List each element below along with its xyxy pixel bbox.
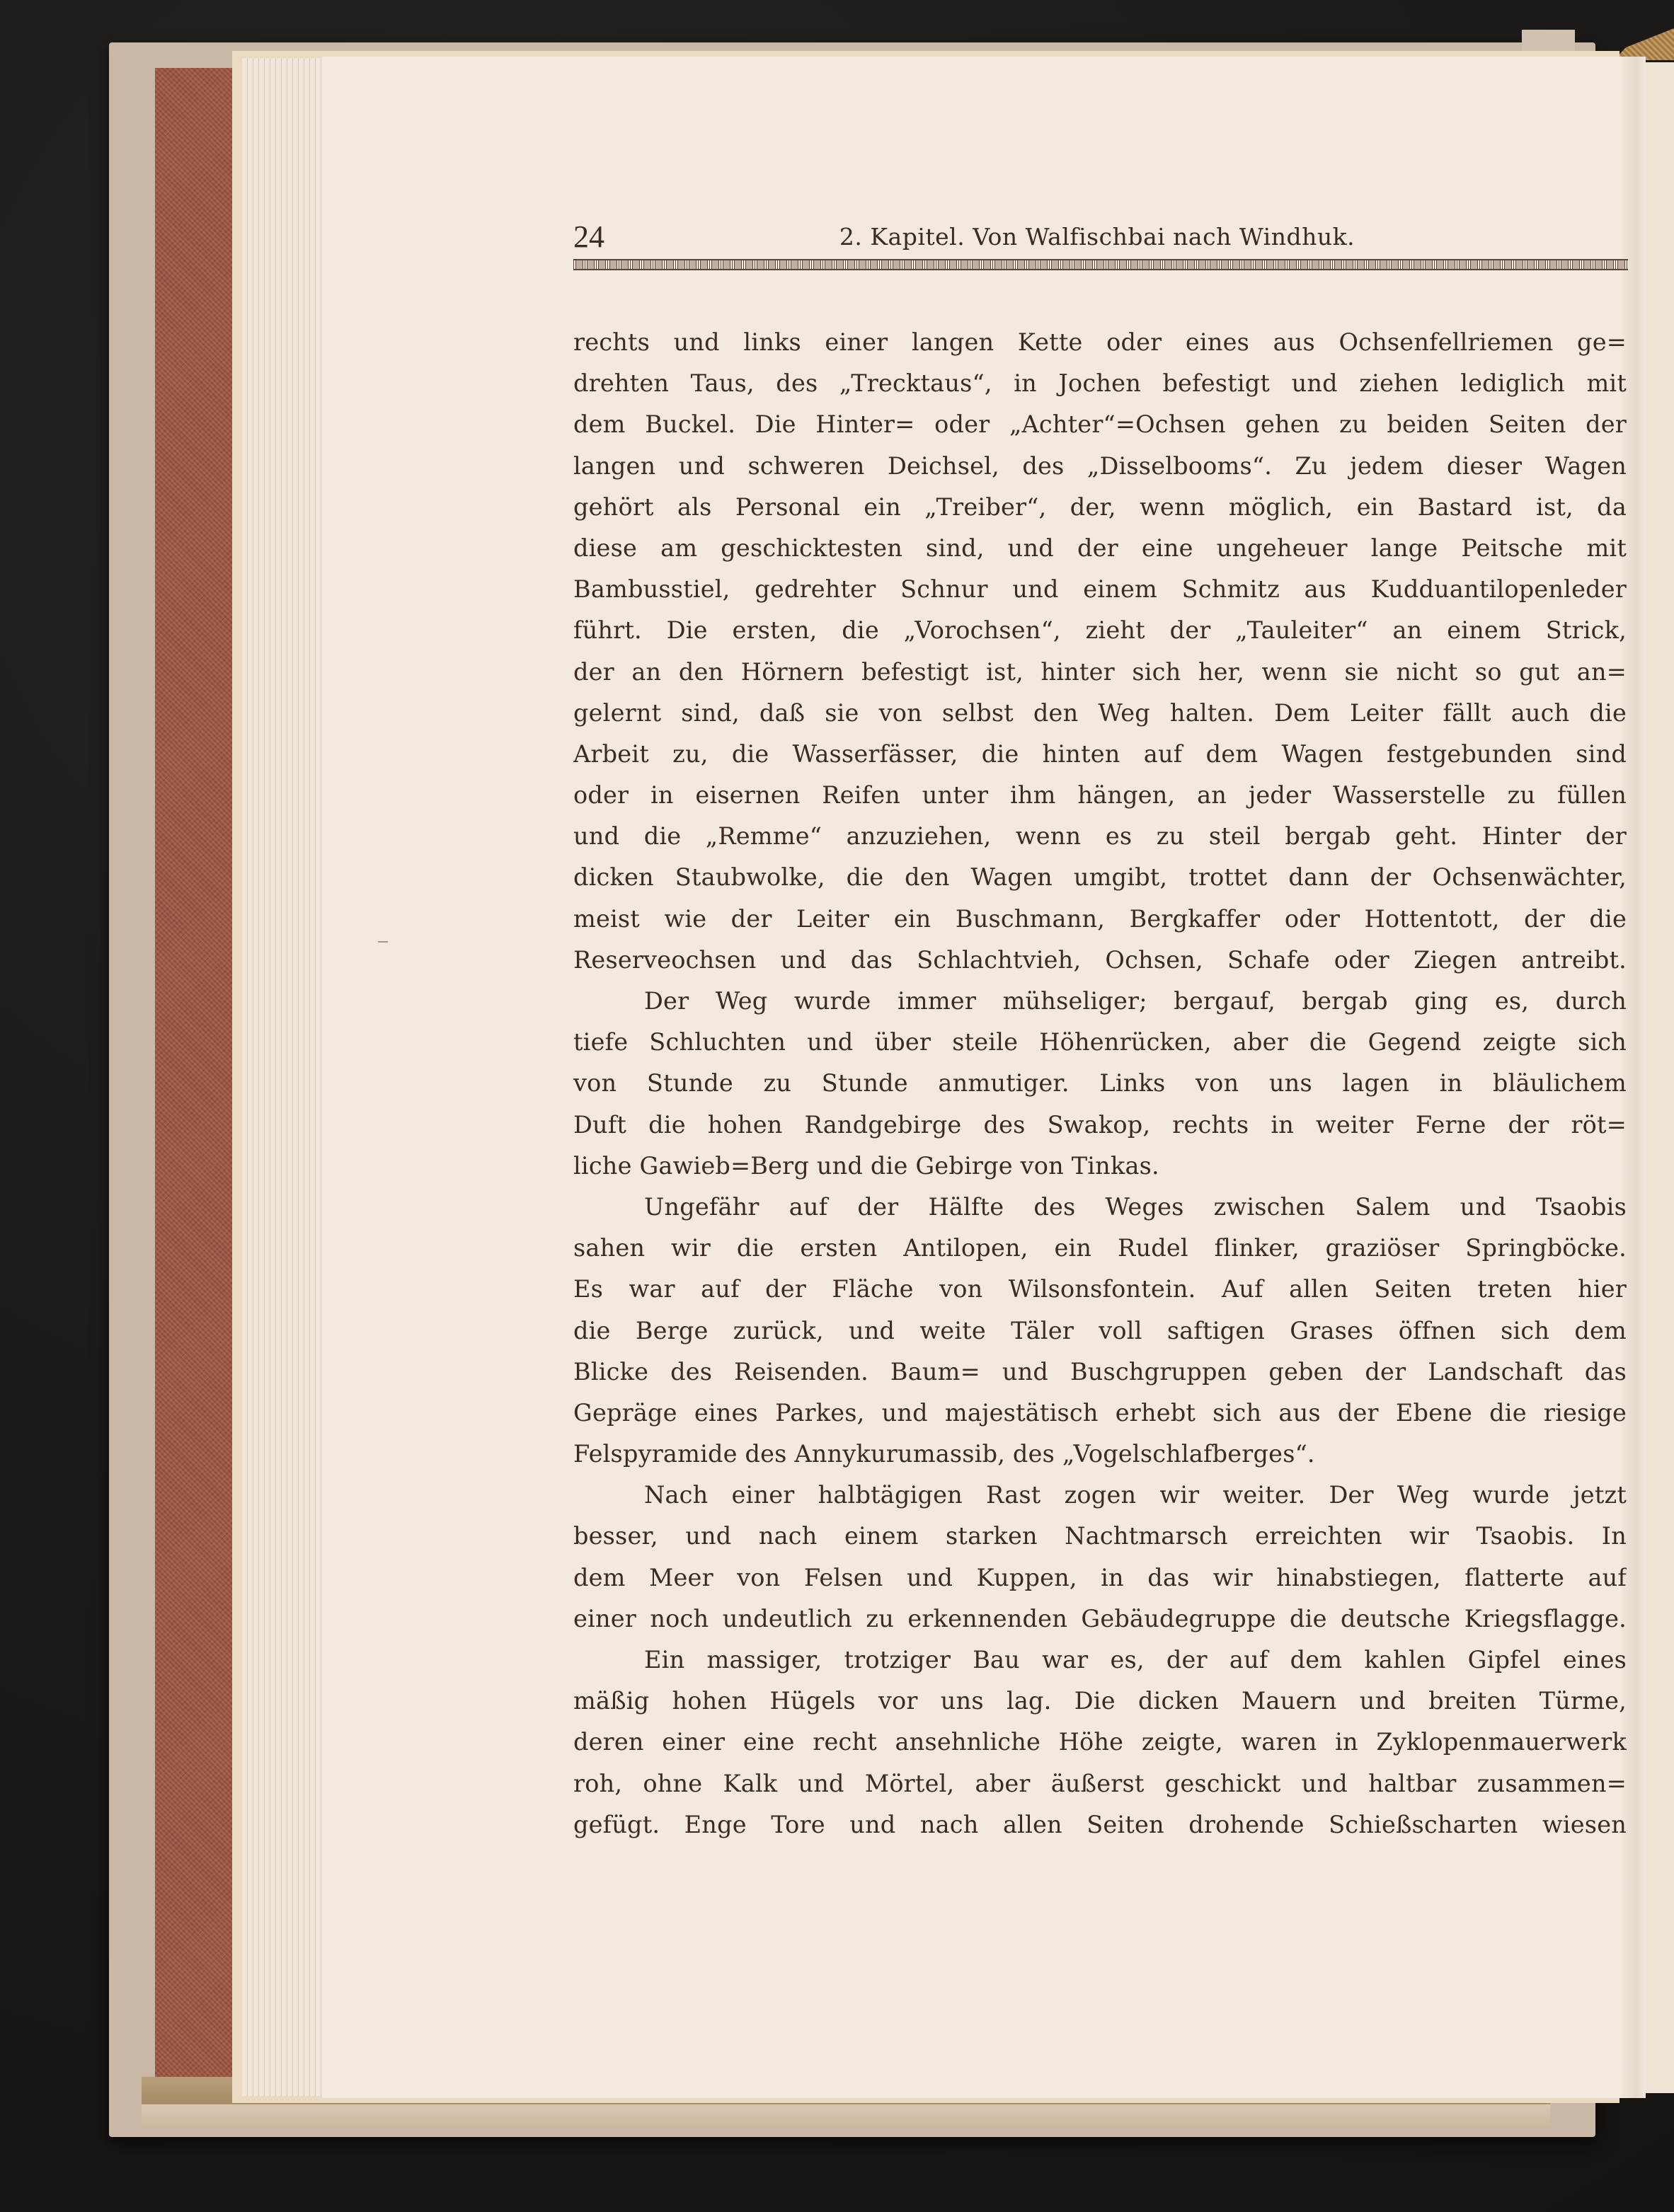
text-line: Gepräge eines Parkes, und majestätisch erhebt sich aus der Ebene die riesige	[573, 1398, 1627, 1427]
text-line: meist wie der Leiter ein Buschmann, Bergkaffer oder Hottentott, der die	[573, 904, 1627, 933]
text-line: rechts und links einer langen Kette oder eines aus Ochsenfellriemen ge=	[573, 328, 1627, 356]
text-line: diese am geschicktesten sind, und der eine ungeheuer lange Peitsche mit	[573, 534, 1627, 562]
paragraph-start-line: Ungefähr auf der Hälfte des Weges zwischen Salem und Tsaobis	[644, 1192, 1627, 1221]
paragraph-end-line: liche Gawieb=Berg und die Gebirge von Tinkas.	[573, 1151, 1159, 1180]
text-line: Es war auf der Fläche von Wilsonsfontein. Auf allen Seiten treten hier	[573, 1275, 1627, 1303]
text-line: von Stunde zu Stunde anmutiger. Links von uns lagen in bläulichem	[573, 1069, 1627, 1098]
page-block-edges	[242, 58, 327, 2096]
text-line: dem Meer von Felsen und Kuppen, in das wir hinabstiegen, flatterte auf	[573, 1563, 1627, 1591]
text-line: langen und schweren Deichsel, des „Disselbooms“. Zu jedem dieser Wagen	[573, 451, 1627, 480]
text-line: führt. Die ersten, die „Vorochsen“, zieht der „Tauleiter“ an einem Strick,	[573, 616, 1627, 645]
margin-mark	[378, 941, 388, 943]
text-line: tiefe Schluchten und über steile Höhenrücken, aber die Gegend zeigte sich	[573, 1028, 1627, 1056]
text-line: besser, und nach einem starken Nachtmarsch erreichten wir Tsaobis. In	[573, 1522, 1627, 1550]
text-line: dem Buckel. Die Hinter= oder „Achter“=Ochsen gehen zu beiden Seiten der	[573, 410, 1627, 439]
text-line: deren einer eine recht ansehnliche Höhe zeigte, waren in Zyklopenmauerwerk	[573, 1728, 1627, 1756]
running-head	[573, 216, 1621, 258]
page-number: 24	[573, 219, 604, 254]
chapter-title: 2. Kapitel. Von Walfischbai nach Windhuk.	[839, 223, 1355, 250]
paragraph-start-line: Ein massiger, trotziger Bau war es, der auf dem kahlen Gipfel eines	[644, 1646, 1627, 1674]
ornamental-rule	[573, 259, 1628, 270]
paragraph-start-line: Der Weg wurde immer mühseliger; bergauf, bergab ging es, durch	[644, 987, 1627, 1015]
text-line: Arbeit zu, die Wasserfässer, die hinten auf dem Wagen festgebunden sind	[573, 739, 1627, 768]
paragraph-start-line: Nach einer halbtägigen Rast zogen wir weiter. Der Weg wurde jetzt	[644, 1481, 1627, 1509]
text-line: gelernt sind, daß sie von selbst den Weg halten. Dem Leiter fällt auch die	[573, 698, 1627, 727]
text-line: Duft die hohen Randgebirge des Swakop, rechts in weiter Ferne der röt=	[573, 1110, 1627, 1139]
text-line: dicken Staubwolke, die den Wagen umgibt, trottet dann der Ochsenwächter,	[573, 863, 1627, 892]
body-text	[573, 322, 1627, 1845]
paragraph-end-line: Felspyramide des Annykurumassib, des „Vogelschlafberges“.	[573, 1440, 1315, 1468]
text-line: und die „Remme“ anzuziehen, wenn es zu steil bergab geht. Hinter der	[573, 822, 1627, 851]
text-line: Bambusstiel, gedrehter Schnur und einem Schmitz aus Kudduantilopenleder	[573, 575, 1627, 604]
text-line: roh, ohne Kalk und Mörtel, aber äußerst geschickt und haltbar zusammen=	[573, 1769, 1627, 1797]
text-line: mäßig hohen Hügels vor uns lag. Die dicken Mauern und breiten Türme,	[573, 1687, 1627, 1715]
text-line: sahen wir die ersten Antilopen, ein Rudel flinker, graziöser Springböcke.	[573, 1234, 1627, 1262]
text-line: Reserveochsen und das Schlachtvieh, Ochsen, Schafe oder Ziegen antreibt.	[573, 945, 1627, 974]
text-line: der an den Hörnern befestigt ist, hinter sich her, wenn sie nicht so gut an=	[573, 657, 1627, 686]
text-line: oder in eisernen Reifen unter ihm hängen, an jeder Wasserstelle zu füllen	[573, 781, 1627, 810]
text-line: gehört als Personal ein „Treiber“, der, wenn möglich, ein Bastard ist, da	[573, 492, 1627, 521]
text-line: drehten Taus, des „Trecktaus“, in Jochen befestigt und ziehen lediglich mit	[573, 369, 1627, 398]
text-line: gefügt. Enge Tore und nach allen Seiten drohende Schießscharten wiesen	[573, 1810, 1627, 1838]
book-cover-red-board	[155, 68, 232, 2106]
text-line: die Berge zurück, und weite Täler voll saftigen Grases öffnen sich dem	[573, 1316, 1627, 1344]
next-page-edge	[1646, 62, 1674, 2093]
text-line: einer noch undeutlich zu erkennenden Gebäudegruppe die deutsche Kriegsflagge.	[573, 1604, 1627, 1632]
text-line: Blicke des Reisenden. Baum= und Buschgruppen geben der Landschaft das	[573, 1357, 1627, 1386]
